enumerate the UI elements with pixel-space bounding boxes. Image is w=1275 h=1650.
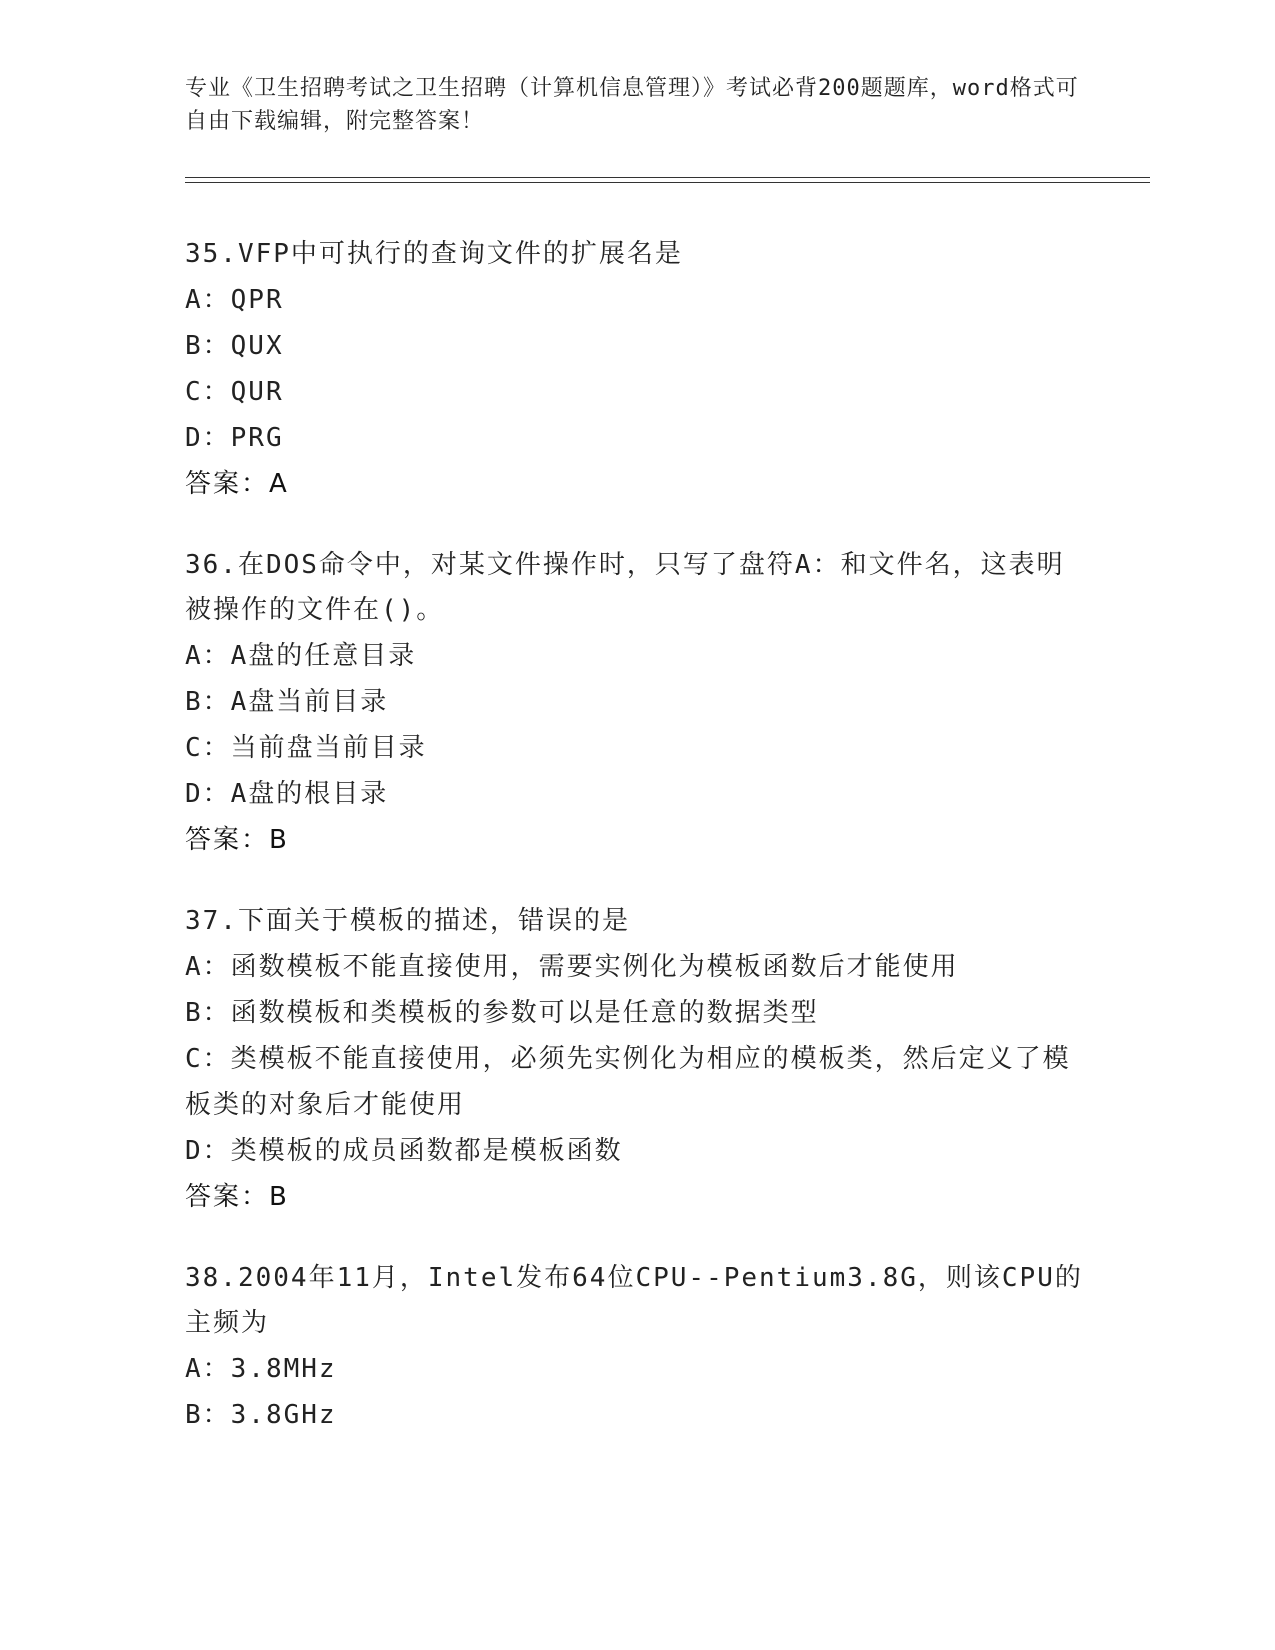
- answer-label: 答案：B: [185, 1182, 289, 1212]
- header-text: 专业《卫生招聘考试之卫生招聘（计算机信息管理）》考试必背200题题库，word格式可自由下载编辑，附完整答案！: [185, 76, 1079, 134]
- document-header: [185, 72, 1085, 138]
- option-a: A：A盘的任意目录: [185, 641, 417, 671]
- option-d: D：类模板的成员函数都是模板函数: [185, 1136, 623, 1166]
- option-a: A：3.8MHz: [185, 1354, 337, 1384]
- option-b: B：3.8GHz: [185, 1400, 337, 1430]
- answer-label: 答案：A: [185, 469, 289, 499]
- question-stem: 38.2004年11月，Intel发布64位CPU--Pentium3.8G，则该CPU的主频为: [185, 1263, 1083, 1338]
- question-stem: 35.VFP中可执行的查询文件的扩展名是: [185, 239, 683, 269]
- question-35: [185, 232, 1085, 507]
- option-c: C：类模板不能直接使用，必须先实例化为相应的模板类，然后定义了模板类的对象后才能使用: [185, 1044, 1071, 1120]
- option-c: C：QUR: [185, 377, 284, 407]
- question-stem: 37.下面关于模板的描述，错误的是: [185, 906, 630, 936]
- question-list: [185, 232, 1085, 1474]
- question-38: [185, 1256, 1085, 1438]
- option-d: D：PRG: [185, 423, 284, 453]
- option-a: A：QPR: [185, 285, 284, 315]
- option-a: A：函数模板不能直接使用，需要实例化为模板函数后才能使用: [185, 952, 959, 982]
- answer-label: 答案：B: [185, 825, 289, 855]
- header-divider-top: [185, 177, 1150, 178]
- option-b: B：A盘当前目录: [185, 687, 389, 717]
- question-stem: 36.在DOS命令中，对某文件操作时，只写了盘符A：和文件名，这表明被操作的文件在()。: [185, 550, 1065, 625]
- question-37: [185, 899, 1085, 1220]
- question-36: [185, 543, 1085, 863]
- option-c: C：当前盘当前目录: [185, 733, 427, 763]
- option-d: D：A盘的根目录: [185, 779, 389, 809]
- header-divider-bottom: [185, 182, 1150, 183]
- option-b: B：函数模板和类模板的参数可以是任意的数据类型: [185, 998, 819, 1028]
- option-b: B：QUX: [185, 331, 284, 361]
